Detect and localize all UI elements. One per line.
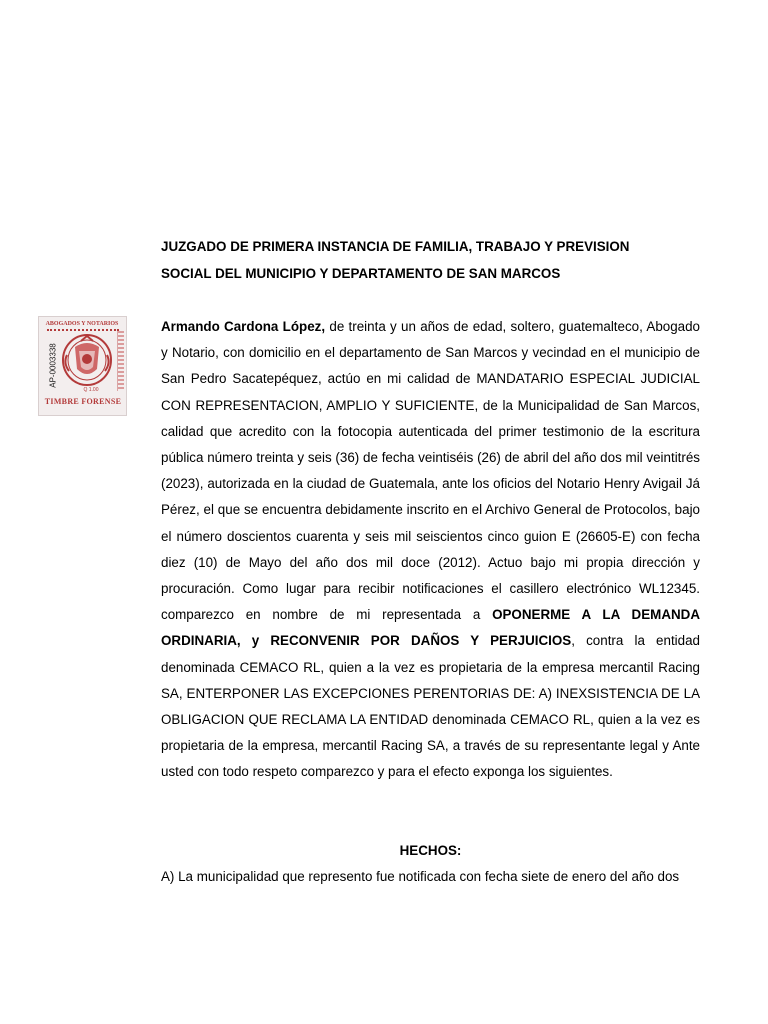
paragraph-text-1: de treinta y un años de edad, soltero, guatemalteco, Abogado y Notario, con domicilio en el departamento de San Marcos y vecindad en el municipio de San Pedro Sacatepéquez, actúo en mi calidad de MANDATARIO ESPECIAL JUDICIAL CON REPRESENTACION, AMPLIO Y SUFICIENTE, de la Municipalidad de San Marcos, calidad que acredito con la fotocopia autenticada del primer testimonio de la escritura pública número treinta y seis (36) de fecha veintiséis (26) de abril del año dos mil veintitrés (2023), autorizada en la ciudad de Guatemala, ante los oficios del Notario Henry Avigail Já Pérez, el que se encuentra debidamente inscrito en el Archivo General de Protocolos, bajo el número doscientos cuarenta y seis mil seiscientos cinco guion E (26605-E) con fecha diez (10) de Mayo del año dos mil doce (2012). Actuo bajo mi propia dirección y procuración. Como lugar para recibir notificaciones el casillero electrónico WL12345. comparezco en nombre de mi representada a: [161, 319, 701, 623]
hechos-heading: HECHOS:: [399, 843, 462, 858]
introductory-paragraph: [161, 314, 700, 786]
timbre-forense-stamp: [38, 316, 127, 416]
coat-of-arms-seal-icon: [61, 333, 113, 387]
hechos-item-a: A) La municipalidad que represento fue notificada con fecha siete de enero del año dos: [161, 869, 680, 884]
court-heading-line-2: SOCIAL DEL MUNICIPIO Y DEPARTAMENTO DE SAN MARCOS: [161, 265, 561, 281]
paragraph-text-2: , contra la entidad denominada CEMACO RL, quien a la vez es propietaria de la empresa mercantil Racing SA, ENTERPONER LAS EXCEPCIONES PERENTORIAS DE: A) INEXSISTENCIA DE LA OBLIGACION QUE RECLAMA LA ENTIDAD denominada CEMACO RL, quien a la vez es propietaria de la empresa, mercantil Racing SA, a través de su representante legal y Ante usted con todo respeto comparezco y para el efecto exponga los siguientes.: [161, 633, 700, 780]
court-heading: [161, 234, 706, 287]
stamp-serial-number: AP-0003338: [48, 343, 58, 388]
stamp-value-text: Q 1.00: [83, 387, 99, 393]
stamp-side-pattern: [117, 331, 124, 391]
petitioner-name: Armando Cardona López,: [161, 319, 326, 334]
petition-bold-phrase: OPONERME A LA DEMANDA ORDINARIA, y RECONVENIR POR DAÑOS Y PERJUICIOS: [161, 607, 700, 649]
stamp-bottom-text: TIMBRE FORENSE: [44, 397, 122, 406]
court-heading-line-1: JUZGADO DE PRIMERA INSTANCIA DE FAMILIA, TRABAJO Y PREVISION: [161, 239, 630, 254]
stamp-top-text: ABOGADOS Y NOTARIOS: [45, 321, 119, 327]
